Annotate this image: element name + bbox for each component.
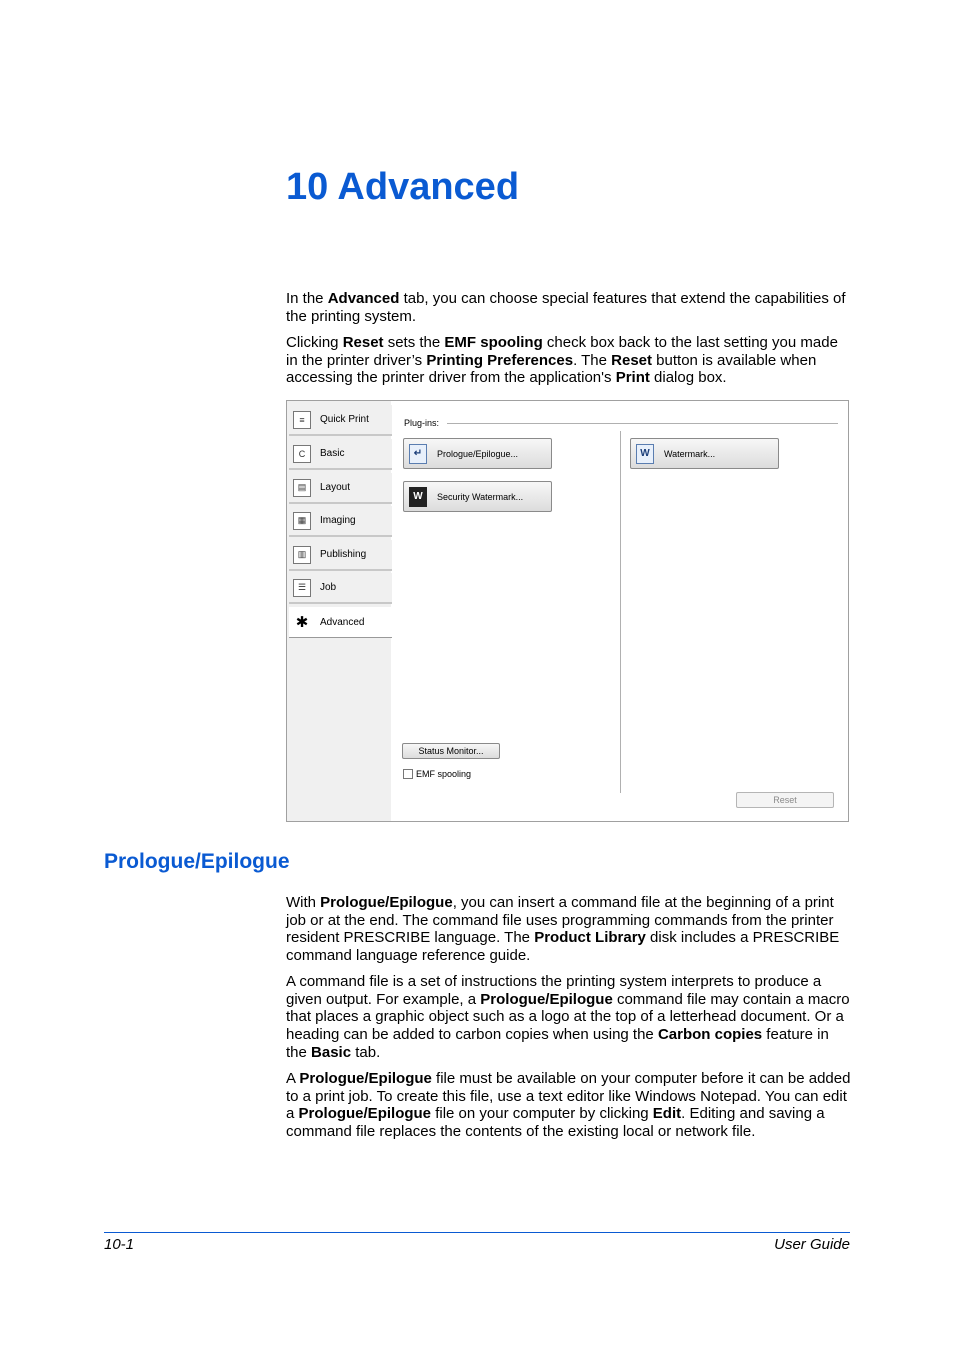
- watermark-icon: W: [636, 444, 654, 464]
- tab-label: Publishing: [320, 549, 367, 560]
- tab-publishing[interactable]: [289, 540, 392, 571]
- job-icon: ☰: [293, 579, 311, 597]
- tab-layout[interactable]: [289, 473, 392, 504]
- body-paragraph-2: A command file is a set of instructions the printing system interprets to produce a given output. For example, a Prologue/Epilogue command file may contain a macro that places a graphic object such as a logo at the top of a letterhead document. Or a heading can be added to carbon copies when using the Carbon copies feature in the Basic tab.: [286, 973, 850, 1061]
- advanced-tab-screenshot: [286, 400, 849, 822]
- emf-spooling-checkbox[interactable]: EMF spooling: [403, 769, 471, 779]
- security-watermark-button[interactable]: W Security Watermark...: [403, 481, 552, 512]
- column-divider: [620, 431, 621, 793]
- tab-imaging[interactable]: [289, 506, 392, 537]
- tab-quick-print[interactable]: [289, 405, 392, 436]
- checkbox-box[interactable]: [403, 769, 413, 779]
- imaging-icon: ▦: [293, 512, 311, 530]
- advanced-panel: [392, 401, 848, 821]
- status-monitor-button[interactable]: Status Monitor...: [402, 743, 500, 759]
- plugins-divider: [447, 423, 838, 424]
- footer-rule: [104, 1232, 850, 1233]
- plugins-label: Plug-ins:: [404, 418, 440, 428]
- basic-icon: C: [293, 445, 311, 463]
- section-title: Prologue/Epilogue: [104, 850, 290, 873]
- tab-label: Quick Print: [320, 414, 369, 425]
- tab-job[interactable]: [289, 573, 392, 604]
- quick-print-icon: ≡: [293, 411, 311, 429]
- reset-button[interactable]: Reset: [736, 792, 834, 808]
- page-number: 10-1: [104, 1236, 135, 1253]
- layout-icon: ▤: [293, 479, 311, 497]
- body-paragraph-1: With Prologue/Epilogue, you can insert a command file at the beginning of a print job or at the end. The command file uses programming commands from the printer resident PRESCRIBE language. The Product Library disk includes a PRESCRIBE command language reference guide.: [286, 894, 840, 965]
- chapter-title: 10 Advanced: [286, 166, 520, 208]
- tab-label: Job: [320, 582, 337, 593]
- prologue-epilogue-button[interactable]: ↵ Prologue/Epilogue...: [403, 438, 552, 469]
- tab-advanced[interactable]: [289, 607, 393, 638]
- advanced-icon: ✱: [295, 614, 309, 631]
- footer-doc-title: User Guide: [774, 1236, 850, 1253]
- tab-label: Advanced: [320, 616, 365, 628]
- tab-label: Imaging: [320, 515, 356, 526]
- tab-basic[interactable]: [289, 439, 392, 470]
- intro-paragraph-2: Clicking Reset sets the EMF spooling check box back to the last setting you made in the printer driver’s Printing Preferences. The Reset button is available when accessing the printer driver from the application's Print dialog box.: [286, 334, 838, 387]
- watermark-button[interactable]: W Watermark...: [630, 438, 779, 469]
- intro-paragraph-1: In the Advanced tab, you can choose special features that extend the capabilities of the printing system.: [286, 290, 846, 325]
- publishing-icon: ▥: [293, 546, 311, 564]
- body-paragraph-3: A Prologue/Epilogue file must be available on your computer before it can be added to a print job. To create this file, use a text editor like Windows Notepad. You can edit a Prologue/Epilogue file on your computer by clicking Edit. Editing and saving a command file replaces the contents of the existing local or network file.: [286, 1070, 851, 1141]
- security-watermark-icon: W: [409, 487, 427, 507]
- tab-label: Basic: [320, 448, 345, 459]
- tab-label: Layout: [320, 482, 351, 493]
- prologue-epilogue-icon: ↵: [409, 444, 427, 464]
- tab-navigation: [287, 401, 391, 821]
